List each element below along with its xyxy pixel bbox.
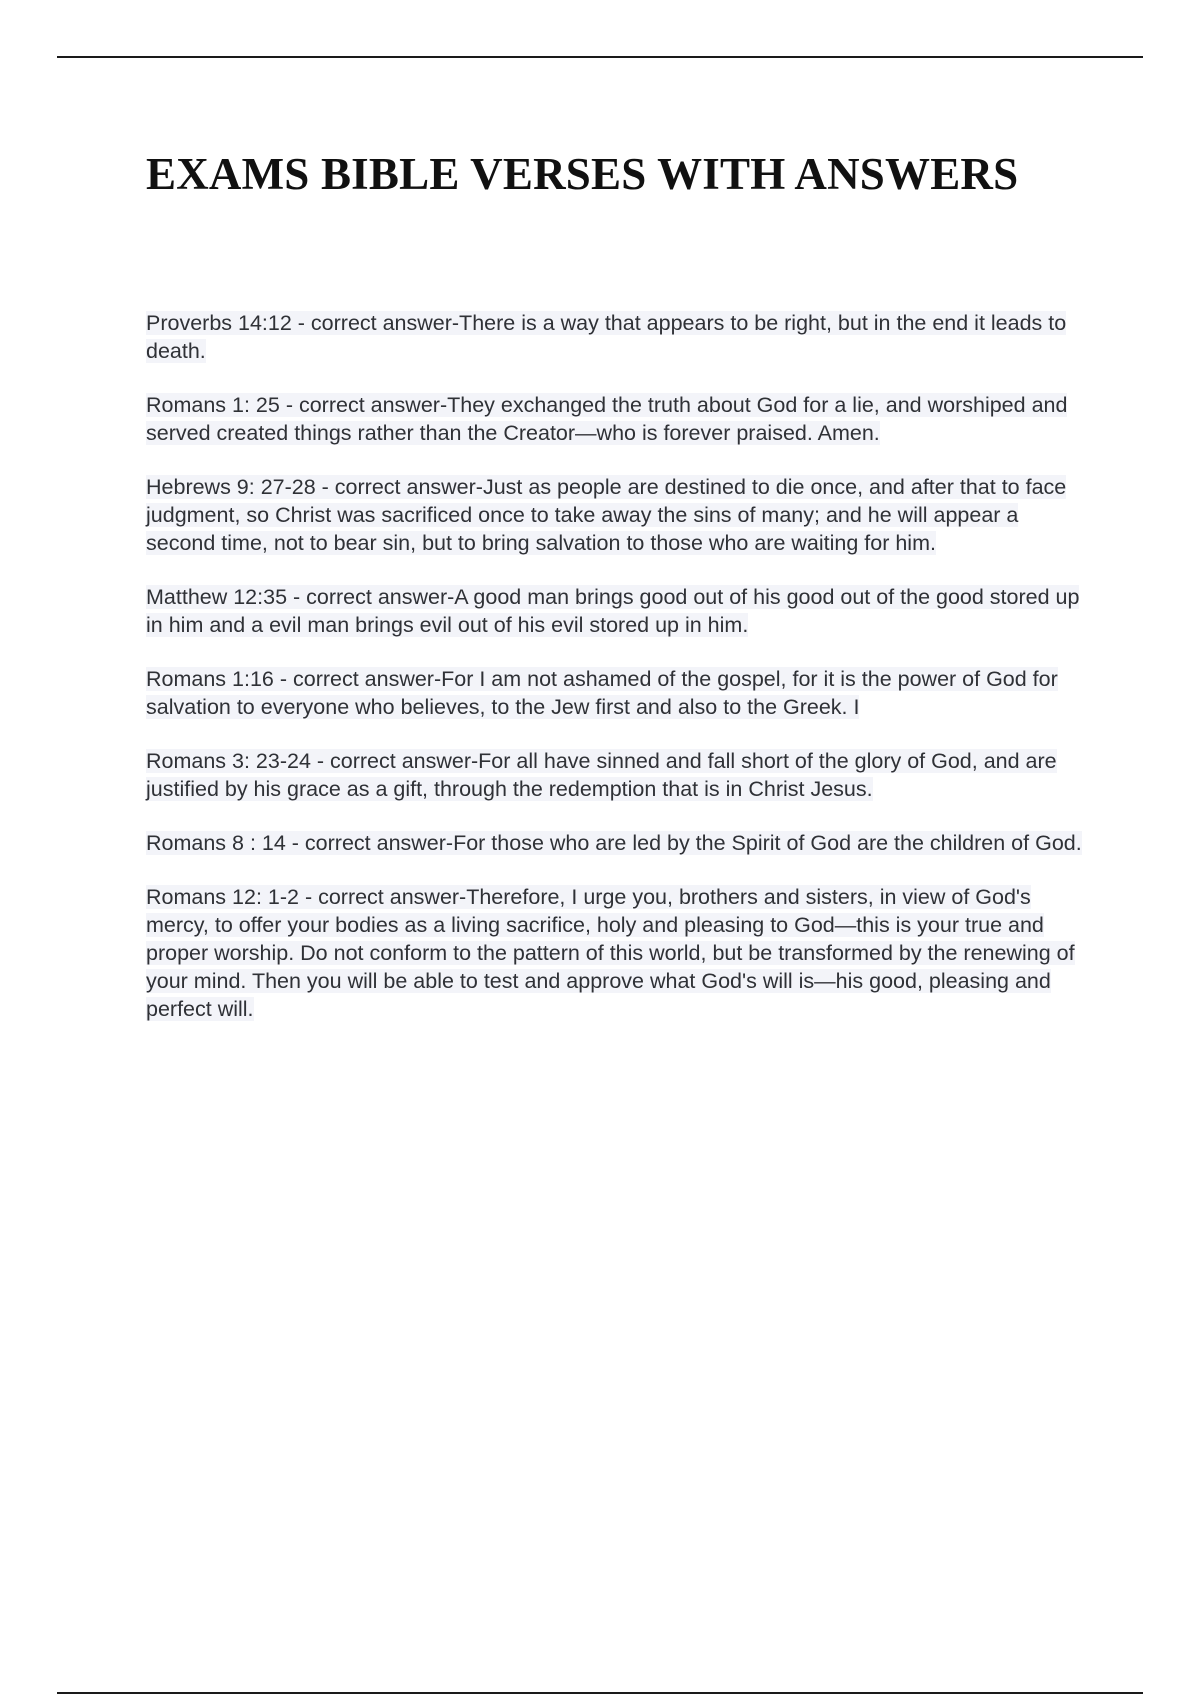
page-title: EXAMS BIBLE VERSES WITH ANSWERS [146,149,1019,199]
qa-item [146,829,1086,857]
qa-item [146,583,1086,639]
header-rule [57,56,1143,58]
qa-item-text: Romans 8 : 14 - correct answer-For those who are led by the Spirit of God are the children of God. [146,831,1082,855]
qa-item-text: Romans 1:16 - correct answer-For I am not ashamed of the gospel, for it is the power of God for salvation to everyone who believes, to the Jew first and also to the Greek. I [146,667,1058,719]
qa-list [146,309,1086,1049]
qa-item-text: Romans 1: 25 - correct answer-They exchanged the truth about God for a lie, and worshiped and served created things rather than the Creator—who is forever praised. Amen. [146,393,1068,445]
qa-item [146,747,1086,803]
qa-item-text: Hebrews 9: 27-28 - correct answer-Just as people are destined to die once, and after that to face judgment, so Christ was sacrificed once to take away the sins of many; and he will appear a second time, not to bear sin, but to bring salvation to those who are waiting for him. [146,475,1067,555]
qa-item [146,473,1086,557]
qa-item-text: Proverbs 14:12 - correct answer-There is a way that appears to be right, but in the end it leads to death. [146,311,1067,363]
qa-item [146,391,1086,447]
qa-item [146,665,1086,721]
qa-item-text: Romans 3: 23-24 - correct answer-For all have sinned and fall short of the glory of God, and are justified by his grace as a gift, through the redemption that is in Christ Jesus. [146,749,1057,801]
qa-item-text: Romans 12: 1-2 - correct answer-Therefore, I urge you, brothers and sisters, in view of God's mercy, to offer your bodies as a living sacrifice, holy and pleasing to God—this is your true and proper worship. Do not conform to the pattern of this world, but be transformed by the renewing of your mind. Then you will be able to test and approve what God's will is—his good, pleasing and perfect will. [146,885,1075,1021]
qa-item [146,883,1086,1023]
qa-item-text: Matthew 12:35 - correct answer-A good man brings good out of his good out of the good stored up in him and a evil man brings evil out of his evil stored up in him. [146,585,1080,637]
qa-item [146,309,1086,365]
footer-rule [57,1692,1143,1694]
